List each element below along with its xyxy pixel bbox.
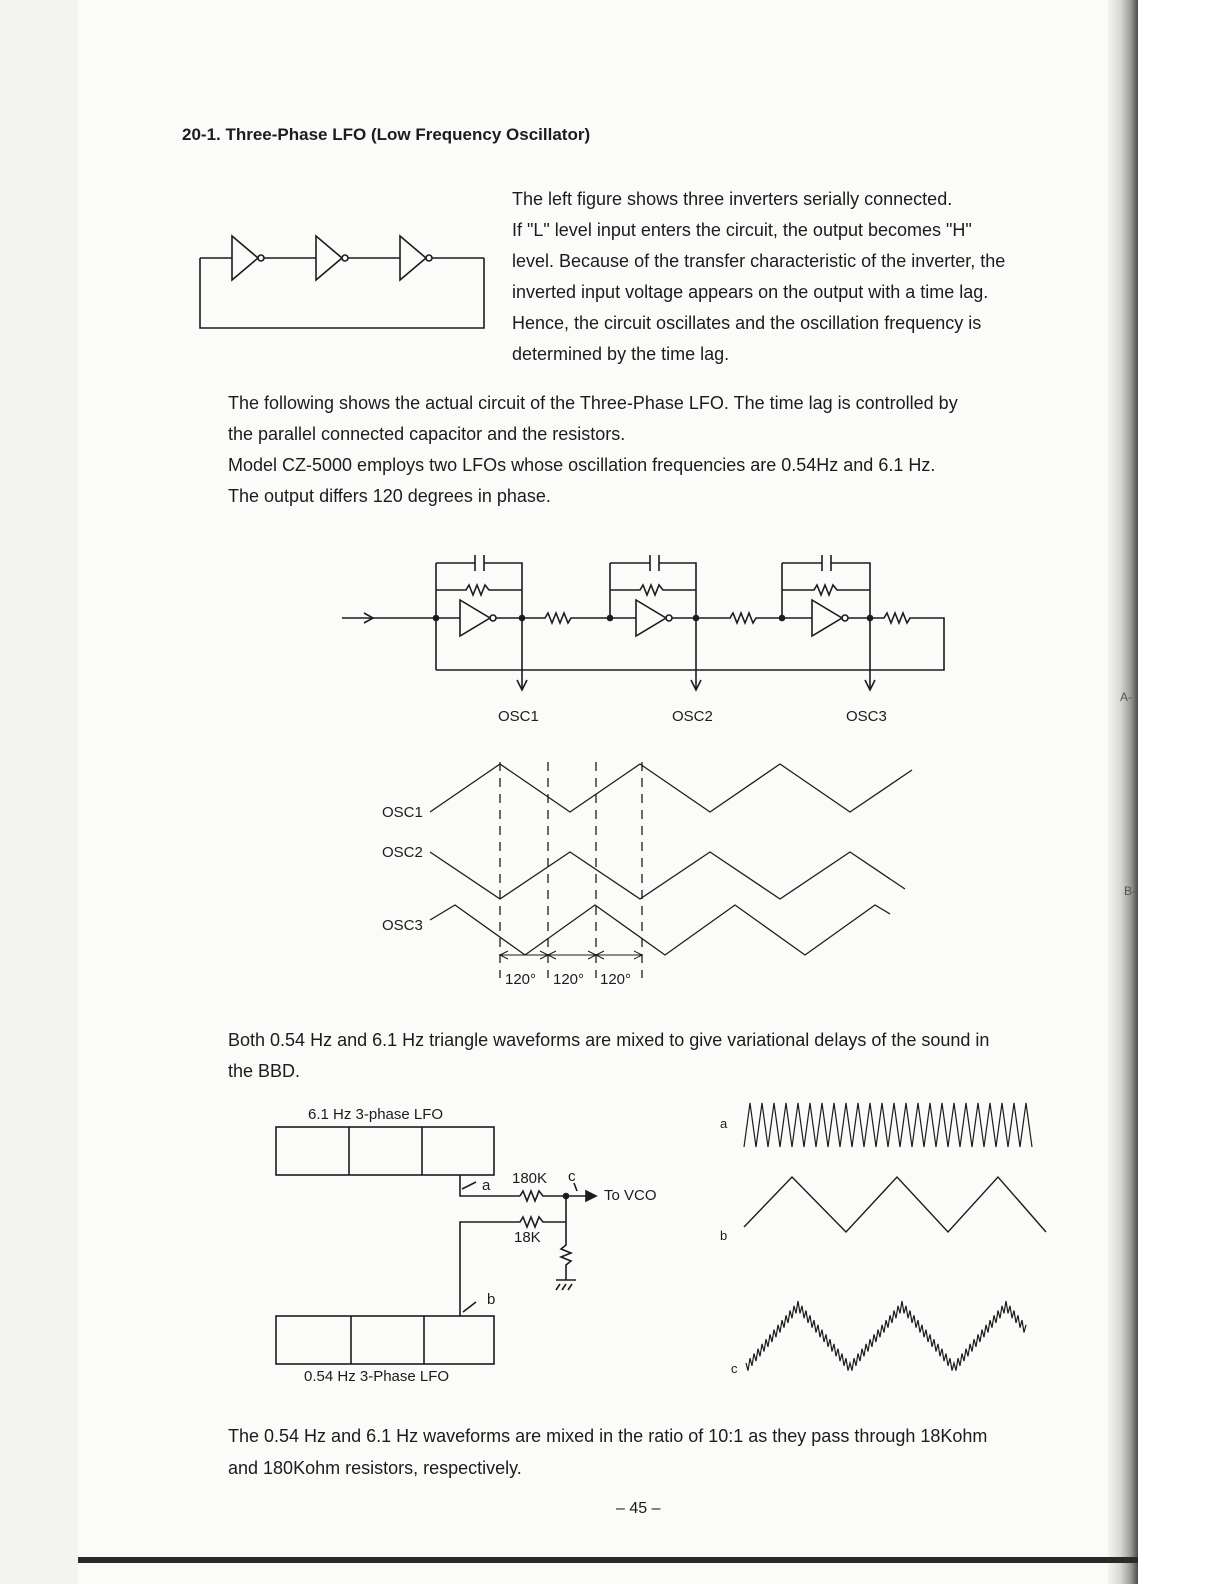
circuit-label-osc2: OSC2	[672, 708, 713, 725]
wave-label-osc3: OSC3	[382, 917, 423, 934]
circuit-label-osc1: OSC1	[498, 708, 539, 725]
edge-mark-a: A-	[1120, 690, 1132, 704]
to-vco-arrow-icon	[586, 1191, 596, 1201]
capacitor-3-icon	[822, 555, 831, 571]
stage-2-inverter-icon	[636, 600, 666, 636]
phase-waveforms	[430, 762, 912, 978]
resistor-series-3-icon	[436, 613, 944, 670]
wave-osc3	[430, 905, 890, 955]
inverter-3-icon	[400, 236, 426, 280]
tap-a-label: a	[482, 1177, 491, 1194]
inverter-ring-figure	[200, 236, 484, 328]
wave-b-label: b	[720, 1228, 728, 1243]
resistor-180k-label: 180K	[512, 1170, 548, 1187]
lfo-fast-label: 6.1 Hz 3-phase LFO	[308, 1106, 444, 1123]
to-vco-label: To VCO	[604, 1187, 657, 1204]
tap-b-label: b	[487, 1291, 496, 1308]
body-line-2: the parallel connected capacitor and the resistors.	[228, 424, 626, 444]
wave-a-label: a	[720, 1116, 728, 1131]
section-heading: 20-1. Three-Phase LFO (Low Frequency Oscillator)	[182, 125, 591, 144]
resistor-feedback-1-icon	[436, 585, 522, 595]
stage-1-inverter-icon	[460, 600, 490, 636]
mix-line-1: Both 0.54 Hz and 6.1 Hz triangle waveforms are mixed to give variational delays of the sound in	[228, 1030, 990, 1050]
intro-line-5: Hence, the circuit oscillates and the oscillation frequency is	[512, 313, 982, 333]
wave-label-osc2: OSC2	[382, 844, 423, 861]
phase-guides	[500, 762, 642, 978]
capacitor-2-icon	[650, 555, 659, 571]
ratio-line-1: The 0.54 Hz and 6.1 Hz waveforms are mixed in the ratio of 10:1 as they pass through 18Kohm	[228, 1426, 988, 1446]
phase-label-3: 120°	[600, 971, 632, 988]
page-number: – 45 –	[616, 1500, 661, 1517]
edge-mark-b: B-	[1124, 884, 1136, 898]
resistor-feedback-3-icon	[782, 585, 870, 595]
pulldown-resistor-icon	[561, 1196, 571, 1280]
resistor-feedback-2-icon	[610, 585, 696, 595]
intro-line-1: The left figure shows three inverters serially connected.	[512, 189, 953, 209]
wave-b-slow	[744, 1177, 1046, 1232]
body-line-3: Model CZ-5000 employs two LFOs whose oscillation frequencies are 0.54Hz and 6.1 Hz.	[228, 455, 936, 475]
intro-line-3: level. Because of the transfer characteristic of the inverter, the	[512, 251, 1006, 271]
capacitor-1-icon	[475, 555, 484, 571]
wave-osc2	[430, 852, 905, 899]
wave-c-label: c	[731, 1361, 738, 1376]
ground-icon	[556, 1280, 576, 1290]
intro-line-4: inverted input voltage appears on the output with a time lag.	[512, 282, 989, 302]
wave-c-mixed	[746, 1301, 1026, 1371]
lfo-slow-label: 0.54 Hz 3-Phase LFO	[304, 1368, 450, 1385]
intro-line-2: If "L" level input enters the circuit, the output becomes "H"	[512, 220, 972, 240]
resistor-18k-label: 18K	[514, 1229, 541, 1246]
phase-label-2: 120°	[553, 971, 585, 988]
inverter-2-icon	[316, 236, 342, 280]
body-line-1: The following shows the actual circuit of the Three-Phase LFO. The time lag is controlled by	[228, 393, 958, 413]
body-line-4: The output differs 120 degrees in phase.	[228, 486, 551, 506]
lfo-mixer-figure	[276, 1103, 1046, 1371]
resistor-18k-icon	[460, 1217, 566, 1316]
mix-line-2: the BBD.	[228, 1061, 301, 1081]
tap-c-label: c	[568, 1168, 576, 1185]
resistor-series-1-icon	[496, 613, 636, 623]
ratio-line-2: and 180Kohm resistors, respectively.	[228, 1458, 522, 1478]
wave-osc1	[430, 764, 912, 812]
wave-a-fast	[744, 1103, 1032, 1147]
circuit-label-osc3: OSC3	[846, 708, 887, 725]
tap-a-arrow-icon	[462, 1182, 476, 1189]
phase-label-1: 120°	[505, 971, 537, 988]
resistor-180k-icon	[520, 1191, 592, 1201]
intro-line-6: determined by the time lag.	[512, 344, 730, 364]
three-phase-lfo-circuit	[342, 555, 944, 690]
inverter-1-icon	[232, 236, 258, 280]
lfo-fast-block	[276, 1127, 494, 1175]
lfo-slow-block	[276, 1316, 494, 1364]
tap-b-arrow-icon	[463, 1302, 476, 1312]
wave-label-osc1: OSC1	[382, 804, 423, 821]
stage-3-inverter-icon	[812, 600, 842, 636]
